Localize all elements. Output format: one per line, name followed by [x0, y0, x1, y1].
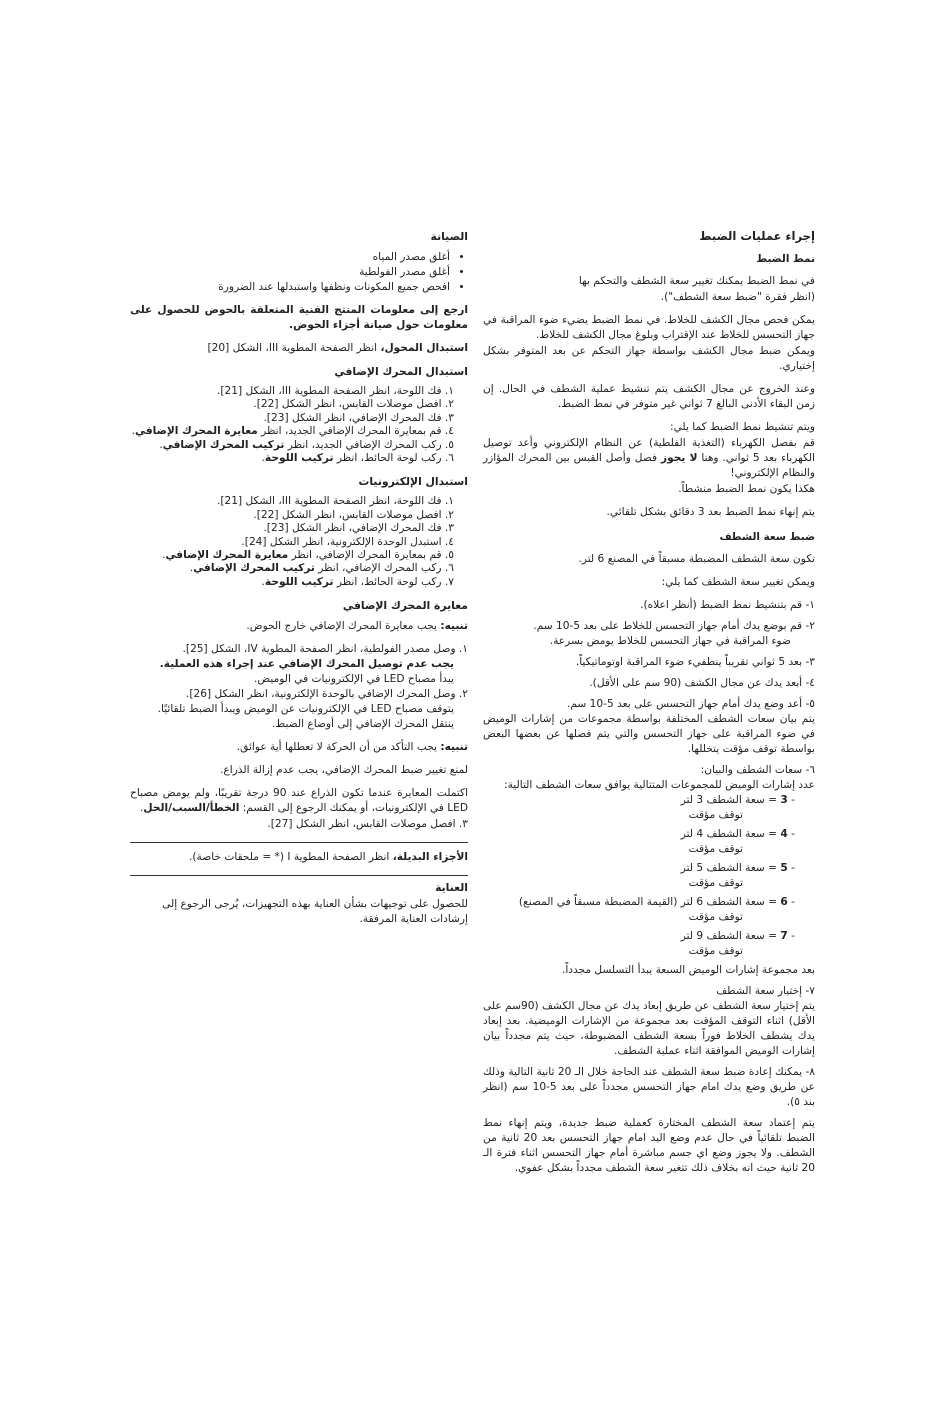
basin-note: ارجع إلى معلومات المنتج الفنية المتعلقة بالحوض للحصول على معلومات حول صيانة أجزاء الحوض.: [130, 304, 468, 331]
adjust-mode-intro-ref: (انظر فقرة "ضبط سعة الشطف").: [660, 291, 815, 303]
step-7-note: يتم إختيار سعة الشطف عن طريق إبعاد يدك عن مجال الكشف (90سم على الأقل) اثناء التوقف المؤقت بعد مجموعة من الإشارات الوميضية. بعد إبعاد يدك يشطف الخلاط فوراً بسعة الشطف المضبوطة، حيث يتم مجدداً بيان إشارات الوميض الموافقة اثناء عملية الشطف.: [483, 1000, 815, 1057]
left-column: [130, 229, 468, 840]
calibration-step-3: ٣. افصل موصلات القابس، انظر الشكل [27].: [267, 818, 468, 831]
step-2-note: ضوء المراقبة في جهاز التحسس للخلاط يومض بسرعة.: [549, 635, 791, 647]
transformer-label: استبدال المحول،: [380, 342, 468, 354]
heading-electronics-replace: استبدال الإلكترونيات: [358, 475, 468, 489]
heading-flush-volume: ضبط سعة الشطف: [719, 531, 815, 543]
change-intro-text: ويمكن تغيير سعة الشطف كما يلي:: [661, 576, 815, 588]
right-column: [483, 229, 815, 1184]
flush-steps: [483, 598, 815, 1110]
list-item: • افحص جميع المكونات ونظفها واستبدلها عند الضرورة: [130, 280, 450, 295]
exit-range-text: وعند الخروج عن مجال الكشف يتم تنشيط عملية الشطف في الحال. إن زمن البقاء الأدنى البالغ 7 ثواني غير متوفر في نمط الضبط.: [483, 383, 815, 410]
heading-care: العناية: [435, 881, 468, 894]
list-item: ٥. قم بمعايرة المحرك الإضافي، انظر معايرة المحرك الإضافي.: [162, 549, 454, 562]
list-item: ٦. ركب لوحة الحائط، انظر تركيب اللوحة.: [261, 452, 454, 465]
calibration-complete: اكتملت المعايرة عندما تكون الذراع عند 90 درجة تقريبًا، ولم يومض مصباح LED في الإلكترونيات، أو يمكنك الرجوع إلى القسم: الخطأ/السبب/الحل.: [130, 787, 469, 815]
step-7-text: ٧- إختيار سعة الشطف: [716, 985, 815, 997]
flush-volume-text: = سعة الشطف 6 لتر (القيمة المضبطة مسبقاً في المصنع): [518, 896, 781, 908]
calibration-step-2: ٢. وصل المحرك الإضافي بالوحدة الإلكترونية، انظر الشكل [26]. يتوقف مصباح LED في الإلكترونيات عن الوميض ويبدأ الضبط تلقائيًا. ينتقل المحرك الإضافي إلى أوضاع الضبط.: [157, 688, 468, 731]
spare-parts: [130, 850, 468, 865]
activate-warning: لا يجوز: [660, 452, 698, 464]
flush-volume-text: = سعة الشطف 3 لتر: [680, 794, 781, 806]
list-item: ١. فك اللوحة، انظر الصفحة المطوية III، الشكل [21].: [217, 495, 454, 508]
maintenance-list: [130, 250, 468, 295]
adjust-mode-intro: في نمط الضبط يمكنك تغيير سعة الشطف والتحكم بها: [578, 275, 815, 287]
spare-parts-label: الأجزاء البديلة،: [392, 851, 468, 863]
flush-volume-text: = سعة الشطف 5 لتر: [680, 862, 781, 874]
list-item: ١. فك اللوحة، انظر الصفحة المطوية III، الشكل [21].: [217, 385, 454, 397]
factory-setting-text: تكون سعة الشطف المضبطة مسبقاً في المصنع 6 لتر.: [578, 553, 815, 565]
calibration-note-2: تنبيه: يجب التأكد من أن الحركة لا تعطلها أية عوائق.: [236, 741, 468, 754]
remote-control-text: ويمكن ضبط مجال الكشف بواسطة جهاز التحكم عن بعد المتوفر بشكل إختياري.: [483, 345, 815, 372]
blink-count: 6: [780, 896, 788, 908]
heading-maintenance: الصيانة: [430, 230, 468, 243]
calibration-step-1: ١. وصل مصدر الفولطية، انظر الصفحة المطوية IV، الشكل [25]. يجب عدم توصيل المحرك الإضافي عند إجراء هذه العملية. يبدأ مصباح LED في الإلكترونيات في الوميض.: [130, 642, 468, 687]
electronics-steps: [130, 495, 468, 589]
transformer-ref: انظر الصفحة المطوية III، الشكل [20]: [207, 342, 381, 354]
flush-speed-item: - 3 = سعة الشطف 3 لتر توقف مؤقت: [483, 793, 815, 823]
list-item: ٤. قم بمعايرة المحرك الإضافي الجديد، انظر معايرة المحرك الإضافي.: [131, 425, 454, 438]
list-item: ٦. ركب المحرك الإضافي، انظر تركيب المحرك الإضافي.: [189, 562, 454, 575]
flush-speed-item: - 5 = سعة الشطف 5 لتر توقف مؤقت: [483, 861, 815, 891]
step-5: [483, 697, 815, 757]
step-2-text: ٢- قم بوضع يدك أمام جهاز التحسس للخلاط على بعد 5-10 سم.: [533, 620, 815, 632]
pause-text: توقف مؤقت: [688, 843, 743, 855]
pause-text: توقف مؤقت: [688, 809, 743, 821]
activate-instruction: [483, 436, 815, 481]
heading-calibration: معايرة المحرك الإضافي: [342, 599, 468, 613]
flush-volume-text: = سعة الشطف 4 لتر: [680, 828, 781, 840]
spare-parts-ref: انظر الصفحة المطوية I (* = ملحقات خاصة).: [189, 851, 393, 863]
step-5-note: يتم بيان سعات الشطف المختلفة بواسطة مجموعات من إشارات الوميض في ضوء المراقبة على جهاز التحسس والتي يتم فصلها عن بعضها البعض بواسطة توقف مؤقت يتخللها.: [483, 713, 815, 755]
transformer-text: [130, 341, 468, 356]
care-section: [130, 880, 468, 927]
detection-range-text: يمكن فحص مجال الكشف للخلاط. في نمط الضبط يضيء ضوء المراقبة في جهاز التحسس للخلاط عند الإقتراب وبلوغ مجال الكشف للخلاط.: [483, 314, 815, 341]
divider: [130, 875, 468, 876]
activate-intro: ويتم تنشيط نمط الضبط كما يلي:: [670, 421, 815, 433]
calibration-warning: يجب عدم توصيل المحرك الإضافي عند إجراء هذه العملية.: [159, 658, 454, 671]
blink-count: 5: [780, 862, 788, 874]
sequence-restart-text: بعد مجموعة إشارات الوميض السبعة يبدأ التسلسل مجدداً.: [561, 964, 815, 976]
step-6-note: عدد إشارات الوميض للمجموعات المتتالية يوافق سعات الشطف التالية:: [504, 779, 815, 791]
pause-text: توقف مؤقت: [688, 877, 743, 889]
step-3: ٣- بعد 5 ثواني تقريباً ينطفيء ضوء المراقبة اوتوماتيكياً.: [575, 656, 815, 668]
divider: [130, 842, 468, 843]
step-6: [483, 763, 815, 978]
list-item: ٣. فك المحرك الإضافي، انظر الشكل [23].: [263, 411, 454, 424]
activate-text-2: فصل وأصل القبس بين المحرك المؤازر والنظام الإلكتروني!: [483, 452, 815, 479]
flush-speed-item: - 7 = سعة الشطف 9 لتر توقف مؤقت: [483, 929, 815, 959]
list-item: • أغلق مصدر المياه: [130, 250, 450, 265]
blink-count: 3: [780, 794, 788, 806]
step-8: ٨- يمكنك إعادة ضبط سعة الشطف عند الحاجة خلال الـ 20 ثانية التالية وذلك عن طريق وضع يدك امام جهاز التحسس مجدداً على بعد 5-10 سم (انظر بند ٥).: [483, 1066, 815, 1108]
heading-servo-replace: استبدال المحرك الإضافي: [334, 365, 468, 378]
step-4: ٤- أبعد يدك عن مجال الكشف (90 سم على الأقل).: [589, 677, 815, 689]
auto-exit-text: يتم إنهاء نمط الضبط بعد 3 دقائق بشكل تلقائي.: [606, 506, 815, 518]
calibration-note-1: تنبيه: يجب معايرة المحرك الإضافي خارج الحوض.: [246, 620, 468, 633]
flush-speed-list: [483, 793, 815, 959]
list-item: ٢. افصل موصلات القابس، انظر الشكل [22].: [253, 508, 454, 521]
heading-adjust-mode: نمط الضبط: [756, 253, 815, 265]
step-5-text: ٥- أعد وضع يدك أمام جهاز التحسس على بعد 5-10 سم.: [566, 698, 815, 710]
list-item: ٢. افصل موصلات القابس، انظر الشكل [22].: [253, 398, 454, 411]
flush-speed-item: - 6 = سعة الشطف 6 لتر (القيمة المضبطة مسبقاً في المصنع) توقف مؤقت: [483, 895, 815, 925]
step-6-text: ٦- سعات الشطف والبيان:: [700, 764, 815, 776]
step-2: [483, 619, 815, 649]
pause-text: توقف مؤقت: [688, 945, 743, 957]
final-note: يتم إعتماد سعة الشطف المختارة كعملية ضبط جديدة، ويتم إنهاء نمط الضبط تلقائياً في حال عدم وضع اليد امام جهاز التحسس بعد 20 ثانية من الشطف. ولا يجوز وضع اي جسم مباشرة أمام جهاز التحسس اثناء فترة الـ 20 ثانية حيث انه بخلاف ذلك تتغير سعة الشطف مجدداً بشكل عفوي.: [483, 1117, 815, 1174]
activate-text-1: قم بفصل الكهرباء (التغذية الفلطية) عن النظام الإلكتروني وأعد توصيل الكهرباء بعد 5 ثواني. وهنا: [483, 437, 815, 464]
flush-volume-text: = سعة الشطف 9 لتر: [680, 930, 781, 942]
list-item: ٧. ركب لوحة الحائط، انظر تركيب اللوحة.: [261, 575, 454, 588]
blink-count: 7: [780, 930, 788, 942]
list-item: • أغلق مصدر الفولطية: [130, 265, 450, 280]
blink-count: 4: [780, 828, 788, 840]
care-text: للحصول على توجيهات بشأن العناية بهذه التجهيزات، يُرجى الرجوع إلى إرشادات العناية المرفقة.: [162, 898, 468, 925]
step-7: [483, 984, 815, 1059]
list-item: ٥. ركب المحرك الإضافي الجديد، انظر تركيب المحرك الإضافي.: [159, 438, 454, 451]
flush-speed-item: - 4 = سعة الشطف 4 لتر توقف مؤقت: [483, 827, 815, 857]
list-item: ٣. فك المحرك الإضافي، انظر الشكل [23].: [263, 522, 454, 535]
section-title-adjustments: إجراء عمليات الضبط: [699, 229, 815, 243]
pause-text: توقف مؤقت: [688, 911, 743, 923]
servo-steps: [130, 385, 468, 465]
calibration-note-3: لمنع تغيير ضبط المحرك الإضافي، يجب عدم إزالة الذراع.: [220, 764, 468, 777]
list-item: ٤. استبدل الوحدة الإلكترونية، انظر الشكل [24].: [241, 535, 454, 548]
activated-text: هكذا يكون نمط الضبط منشطاً.: [678, 483, 815, 495]
step-1: ١- قم بتنشيط نمط الضبط (أنظر اعلاه).: [640, 599, 815, 611]
